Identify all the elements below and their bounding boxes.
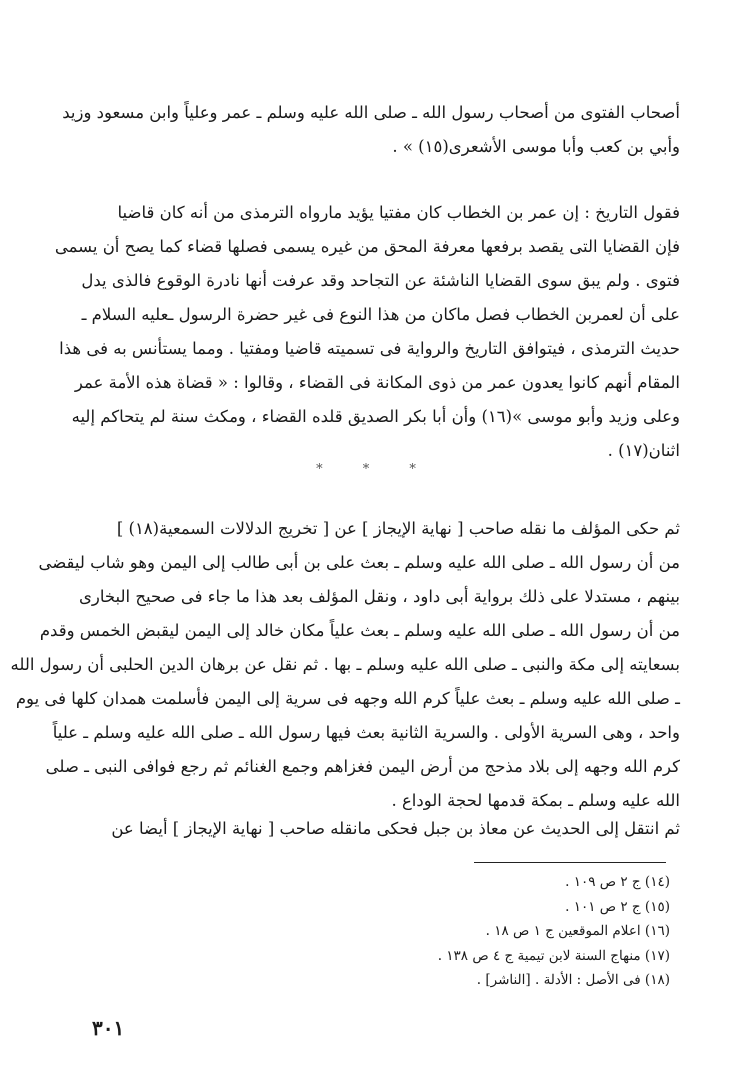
paragraph-line: من أن رسول الله ـ صلى الله عليه وسلم ـ بعث على بن أبى طالب إلى اليمن وهو شاب ليقضى (38, 553, 680, 572)
footnote-17: (١٧) منهاج السنة لابن تيمية ج ٤ ص ١٣٨ . (437, 947, 670, 964)
paragraph-line: بسعايته إلى مكة والنبى ـ صلى الله عليه وسلم ـ بها . ثم نقل عن برهان الدين الحلبى أن رسول الله (10, 655, 680, 674)
page-number: ٣٠١ (92, 1016, 125, 1040)
paragraph-line: الله عليه وسلم ـ بمكة قدمها لحجة الوداع . (391, 791, 680, 810)
paragraph-line: فإن القضايا التى يقصد برفعها معرفة المحق من غيره يسمى فصلها قضاء كما يصح أن يسمى (54, 237, 680, 256)
paragraph-1 (62, 96, 680, 164)
paragraph-line: فقول التاريخ : إن عمر بن الخطاب كان مفتيا يؤيد مارواه الترمذى من أنه كان قاضيا (117, 203, 680, 222)
paragraph-line: اثنان(١٧) . (607, 441, 680, 460)
paragraph-line: بينهم ، مستدلا على ذلك برواية أبى داود ، ونقل المؤلف بعد هذا ما جاء فى صحيح البخارى (78, 587, 680, 606)
paragraph-line: وأبي بن كعب وأبا موسى الأشعرى(١٥) » . (392, 137, 680, 156)
paragraph-line: فتوى . ولم يبق سوى القضايا الناشئة عن التجاحد وقد عرفت أنها نادرة الوقوع فالذى يدل (81, 271, 680, 290)
footnote-15: (١٥) ج ٢ ص ١٠١ . (565, 898, 670, 915)
footnotes (300, 870, 670, 993)
paragraph-line: على أن لعمربن الخطاب فصل ماكان من هذا النوع فى غير حضرة الرسول ـعليه السلام ـ (81, 305, 680, 324)
footnote-18: (١٨) فى الأصل : الأدلة . [الناشر] . (476, 972, 670, 988)
footnote-14: (١٤) ج ٢ ص ١٠٩ . (565, 874, 670, 890)
section-separator: * * * (316, 462, 434, 477)
paragraph-3 (10, 512, 680, 818)
paragraph-2 (54, 196, 680, 468)
paragraph-line: وعلى وزيد وأبو موسى »(١٦) وأن أبا بكر الصديق قلده القضاء ، ومكث سنة لم يتحاكم إليه (71, 407, 680, 426)
paragraph-line: حديث الترمذى ، فيتوافق التاريخ والرواية فى تسميته قاضيا ومفتيا . ومما يستأنس به فى هذا (59, 339, 680, 358)
paragraph-line: ثم انتقل إلى الحديث عن معاذ بن جبل فحكى مانقله صاحب [ نهاية الإيجاز ] أيضا عن (111, 819, 680, 838)
footnote-16: (١٦) اعلام الموقعين ج ١ ص ١٨ . (485, 923, 670, 939)
footnote-divider (474, 862, 666, 863)
paragraph-line: ثم حكى المؤلف ما نقله صاحب [ نهاية الإيجاز ] عن [ تخريج الدلالات السمعية(١٨) ] (116, 519, 680, 538)
paragraph-line: المقام أنهم كانوا يعدون عمر من ذوى المكانة فى القضاء ، وقالوا : « قضاة هذه الأمة عمر (74, 373, 680, 392)
paragraph-line: أصحاب الفتوى من أصحاب رسول الله ـ صلى الله عليه وسلم ـ عمر وعلياً وابن مسعود وزيد (62, 103, 680, 122)
paragraph-line: كرم الله وجهه إلى بلاد مذحج من أرض اليمن فغزاهم وجمع الغنائم ثم رجع فوافى النبى ـ صلى (45, 757, 680, 776)
paragraph-line: ـ صلى الله عليه وسلم ـ بعث علياً كرم الله وجهه فى سرية إلى اليمن فأسلمت همدان كلها فى يوم (15, 689, 680, 708)
paragraph-line: من أن رسول الله ـ صلى الله عليه وسلم ـ بعث علياً مكان خالد إلى اليمن ليقبض الخمس وقدم (39, 621, 680, 640)
paragraph-line: واحد ، وهى السرية الأولى . والسرية الثانية بعث فيها رسول الله ـ صلى الله عليه وسلم ـ علياً (52, 723, 680, 742)
paragraph-4 (90, 812, 680, 846)
